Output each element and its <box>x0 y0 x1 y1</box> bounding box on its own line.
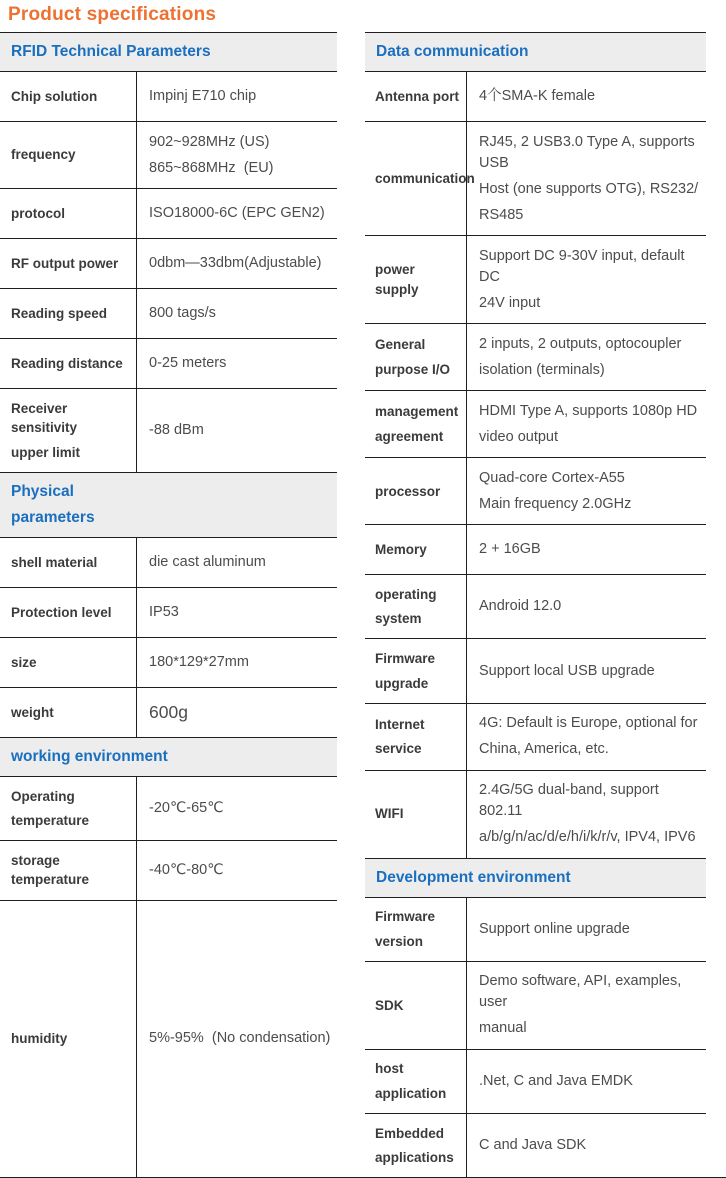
text-line: shell material <box>11 554 98 570</box>
row-label <box>0 289 137 338</box>
section-header-rfid-technical-parameters <box>0 32 337 72</box>
spec-row-host-application <box>365 1050 706 1114</box>
spec-row-memory <box>365 525 706 575</box>
row-label <box>0 389 137 472</box>
row-label <box>365 639 467 702</box>
row-value <box>137 841 337 899</box>
text-line: 180*129*27mm <box>149 654 249 671</box>
row-label <box>365 122 475 235</box>
text-line: China, America, etc. <box>479 741 609 758</box>
row-label <box>365 771 467 858</box>
spec-row-protocol <box>0 189 337 239</box>
spec-row-receiver-sensitivity-upper-limit <box>0 389 337 473</box>
text-line: Support local USB upgrade <box>479 662 655 679</box>
text-line: operating <box>375 586 437 602</box>
spec-row-antenna-port <box>365 72 706 122</box>
spec-row-weight <box>0 688 337 738</box>
text-line: HDMI Type A, supports 1080p HD <box>479 402 698 419</box>
spec-row-rf-output-power <box>0 239 337 289</box>
row-value <box>467 122 706 235</box>
text-line: -88 dBm <box>149 422 204 438</box>
row-label <box>365 525 467 574</box>
spec-section-rfid-technical-parameters <box>0 32 337 473</box>
spec-row-internet-service <box>365 704 706 771</box>
text-line: Reading distance <box>11 355 123 371</box>
text-line: -20℃-65℃ <box>149 800 224 817</box>
row-label <box>0 189 137 238</box>
row-label <box>365 704 467 770</box>
spec-column-right <box>365 32 706 1177</box>
text-line: isolation (terminals) <box>479 361 605 378</box>
spec-section-working-environment <box>0 738 337 1177</box>
row-label <box>365 575 467 638</box>
text-line: RFID Technical Parameters <box>11 43 211 60</box>
text-line: SDK <box>375 997 404 1013</box>
row-value <box>467 771 706 858</box>
text-line: die cast aluminum <box>149 554 266 571</box>
row-value <box>467 704 706 770</box>
section-header-data-communication <box>365 32 706 72</box>
row-value <box>137 72 337 121</box>
text-line: Receiver sensitivity <box>11 400 78 436</box>
spec-row-power-supply <box>365 236 706 324</box>
row-label <box>365 962 467 1049</box>
section-header-working-environment <box>0 738 337 777</box>
text-line: a/b/g/n/ac/d/e/h/i/k/r/v, IPV4, IPV6 <box>479 829 696 846</box>
row-label <box>365 324 467 390</box>
spec-row-processor <box>365 458 706 525</box>
spec-row-size <box>0 638 337 688</box>
row-label <box>0 777 137 840</box>
section-header-physical-parameters <box>0 473 337 538</box>
row-label <box>0 638 137 687</box>
row-label <box>365 1114 467 1177</box>
section-header-development-environment <box>365 859 706 898</box>
row-value <box>137 901 337 1178</box>
row-value <box>467 1050 706 1113</box>
text-line: RF output power <box>11 255 119 271</box>
text-line: 4个SMA-K female <box>479 88 596 105</box>
text-line: Firmware <box>375 909 436 925</box>
row-value <box>137 777 337 840</box>
row-value <box>137 688 337 737</box>
text-line: 800 tags/s <box>149 305 216 322</box>
row-value <box>137 239 337 288</box>
row-label <box>365 391 467 457</box>
text-line: WIFI <box>375 806 404 822</box>
row-value <box>137 389 337 472</box>
text-line: working environment <box>11 748 168 766</box>
spec-row-reading-distance <box>0 339 337 389</box>
text-line: General <box>375 337 426 353</box>
spec-row-firmware-version <box>365 898 706 962</box>
row-value <box>467 575 706 638</box>
text-line: processor <box>375 483 441 499</box>
row-value <box>137 588 337 637</box>
row-value <box>467 1114 706 1177</box>
text-line: application <box>375 1086 447 1102</box>
row-label <box>365 1050 467 1113</box>
text-line: 902~928MHz (US) <box>149 133 270 150</box>
text-line: -40℃-80℃ <box>149 861 224 878</box>
spec-row-operating-system <box>365 575 706 639</box>
row-value <box>137 538 337 587</box>
text-line: Demo software, API, examples, user <box>479 973 686 1011</box>
spec-row-storage-temperature <box>0 841 337 900</box>
row-label <box>0 688 137 737</box>
spec-row-shell-material <box>0 538 337 588</box>
text-line: storage temperature <box>11 852 90 888</box>
text-line: Protection level <box>11 604 112 620</box>
text-line: 865~868MHz (EU) <box>149 159 274 176</box>
row-label <box>0 841 137 899</box>
spec-section-development-environment <box>365 859 706 1178</box>
text-line: Chip solution <box>11 88 98 104</box>
text-line: 0-25 meters <box>149 355 227 372</box>
text-line: 2 + 16GB <box>479 541 541 558</box>
text-line: RJ45, 2 USB3.0 Type A, supports USB <box>479 133 699 171</box>
text-line: frequency <box>11 147 76 163</box>
spec-columns <box>0 32 726 1178</box>
text-line: IP53 <box>149 604 179 621</box>
row-value <box>467 525 706 574</box>
row-label <box>0 72 137 121</box>
spec-row-wifi <box>365 771 706 859</box>
text-line: power supply <box>375 262 419 297</box>
text-line: 24V input <box>479 294 541 311</box>
spec-section-data-communication <box>365 32 706 859</box>
text-line: service <box>375 741 422 757</box>
text-line: 2 inputs, 2 outputs, optocoupler <box>479 335 682 352</box>
text-line: 5%-95% (No condensation) <box>149 1030 331 1047</box>
text-line: Quad-core Cortex-A55 <box>479 469 625 486</box>
text-line: version <box>375 933 424 949</box>
text-line: C and Java SDK <box>479 1137 587 1154</box>
spec-column-left <box>0 32 337 1177</box>
row-label <box>0 588 137 637</box>
text-line: Internet <box>375 716 425 732</box>
text-line: applications <box>375 1150 454 1166</box>
text-line: communication <box>375 170 475 186</box>
text-line: Support online upgrade <box>479 920 630 937</box>
text-line: Host (one supports OTG), RS232/ <box>479 180 699 197</box>
text-line: manual <box>479 1020 527 1037</box>
text-line: video output <box>479 428 559 445</box>
page-title: Product specifications <box>8 4 217 25</box>
text-line: 2.4G/5G dual-band, support 802.11 <box>479 782 663 820</box>
spec-row-management-agreement <box>365 391 706 458</box>
row-label <box>365 898 467 961</box>
row-label <box>0 538 137 587</box>
text-line: 4G: Default is Europe, optional for <box>479 715 698 732</box>
row-label <box>365 236 467 323</box>
row-label <box>0 901 137 1178</box>
spec-row-communication <box>365 122 706 236</box>
row-value <box>137 189 337 238</box>
row-value <box>467 72 706 121</box>
text-line: upgrade <box>375 675 429 691</box>
row-value <box>467 962 706 1049</box>
row-value <box>137 638 337 687</box>
text-line: Development environment <box>376 868 571 886</box>
row-value <box>467 458 706 524</box>
spec-section-physical-parameters <box>0 473 337 738</box>
text-line: Reading speed <box>11 305 108 321</box>
row-value <box>137 339 337 388</box>
text-line: 0dbm—33dbm(Adjustable) <box>149 255 322 272</box>
text-line: Antenna port <box>375 88 459 104</box>
row-value <box>467 639 706 702</box>
row-value <box>467 236 706 323</box>
text-line: weight <box>11 704 54 720</box>
text-line: Support DC 9-30V input, default DC <box>479 247 689 285</box>
text-line: 600g <box>149 701 188 722</box>
text-line: Operating <box>11 788 75 804</box>
text-line: .Net, C and Java EMDK <box>479 1073 633 1090</box>
spec-row-operating-temperature <box>0 777 337 841</box>
text-line: purpose I/O <box>375 361 451 377</box>
text-line: Physical <box>11 482 74 500</box>
row-value <box>137 122 337 188</box>
row-label <box>365 72 467 121</box>
spec-row-humidity <box>0 901 337 1178</box>
row-value <box>137 289 337 338</box>
spec-row-chip-solution <box>0 72 337 122</box>
text-line: temperature <box>11 813 90 829</box>
text-line: RS485 <box>479 206 524 223</box>
text-line: size <box>11 654 37 670</box>
spec-row-frequency <box>0 122 337 189</box>
text-line: Android 12.0 <box>479 598 562 615</box>
text-line: Impinj E710 chip <box>149 88 257 105</box>
text-line: system <box>375 611 422 627</box>
spec-row-embedded-applications <box>365 1114 706 1177</box>
spec-row-protection-level <box>0 588 337 638</box>
text-line: Main frequency 2.0GHz <box>479 495 632 512</box>
row-value <box>467 898 706 961</box>
spec-row-reading-speed <box>0 289 337 339</box>
text-line: humidity <box>11 1031 68 1047</box>
text-line: Embedded <box>375 1125 445 1141</box>
spec-row-firmware-upgrade <box>365 639 706 703</box>
text-line: management <box>375 404 459 420</box>
text-line: agreement <box>375 428 444 444</box>
spec-row-sdk <box>365 962 706 1050</box>
spec-row-general-purpose-i-o <box>365 324 706 391</box>
text-line: parameters <box>11 509 95 526</box>
text-line: host <box>375 1061 404 1077</box>
text-line: Data communication <box>376 43 529 60</box>
row-label <box>0 339 137 388</box>
text-line: Memory <box>375 542 427 558</box>
text-line: protocol <box>11 205 65 221</box>
row-label <box>0 239 137 288</box>
row-value <box>467 324 706 390</box>
text-line: Firmware <box>375 650 436 666</box>
text-line: upper limit <box>11 444 81 460</box>
row-label <box>365 458 467 524</box>
text-line: ISO18000-6C (EPC GEN2) <box>149 205 325 222</box>
row-label <box>0 122 137 188</box>
row-value <box>467 391 706 457</box>
